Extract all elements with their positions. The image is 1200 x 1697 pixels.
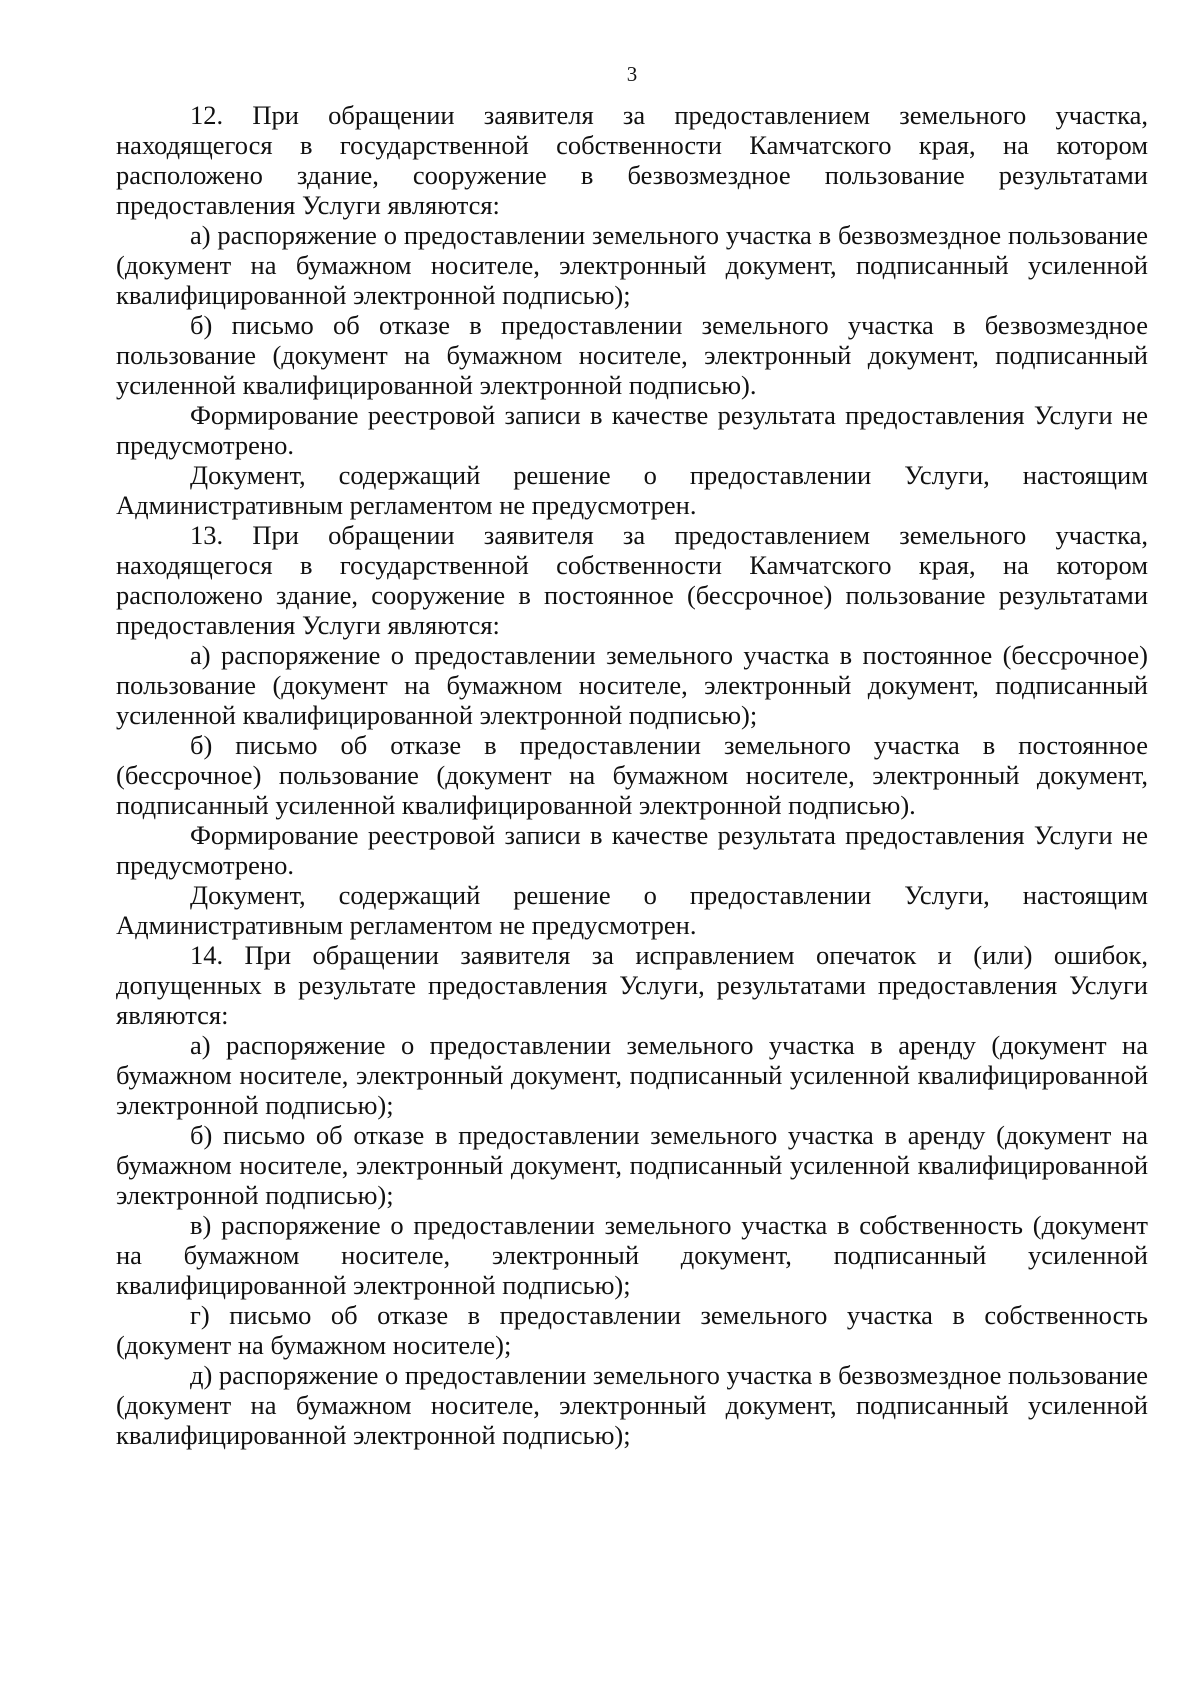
paragraph-14-intro: 14. При обращении заявителя за исправлением опечаток и (или) ошибок, допущенных в результате предоставления Услуги, результатами предоставления Услуги являются: xyxy=(116,940,1148,1030)
paragraph-12-decision-note: Документ, содержащий решение о предоставлении Услуги, настоящим Административным регламентом не предусмотрен. xyxy=(116,460,1148,520)
paragraph-14-b: б) письмо об отказе в предоставлении земельного участка в аренду (документ на бумажном носителе, электронный документ, подписанный усиленной квалифицированной электронной подписью); xyxy=(116,1120,1148,1210)
paragraph-13-b: б) письмо об отказе в предоставлении земельного участка в постоянное (бессрочное) пользование (документ на бумажном носителе, электронный документ, подписанный усиленной квалифицированной электронной подписью). xyxy=(116,730,1148,820)
paragraph-14-g: г) письмо об отказе в предоставлении земельного участка в собственность (документ на бумажном носителе); xyxy=(116,1300,1148,1360)
paragraph-13-registry-note: Формирование реестровой записи в качестве результата предоставления Услуги не предусмотрено. xyxy=(116,820,1148,880)
paragraph-12-a: а) распоряжение о предоставлении земельного участка в безвозмездное пользование (документ на бумажном носителе, электронный документ, подписанный усиленной квалифицированной электронной подписью); xyxy=(116,220,1148,310)
paragraph-14-a: а) распоряжение о предоставлении земельного участка в аренду (документ на бумажном носителе, электронный документ, подписанный усиленной квалифицированной электронной подписью); xyxy=(116,1030,1148,1120)
paragraph-14-d: д) распоряжение о предоставлении земельного участка в безвозмездное пользование (документ на бумажном носителе, электронный документ, подписанный усиленной квалифицированной электронной подписью); xyxy=(116,1360,1149,1450)
paragraph-13-a: а) распоряжение о предоставлении земельного участка в постоянное (бессрочное) пользование (документ на бумажном носителе, электронный документ, подписанный усиленной квалифицированной электронной подписью); xyxy=(116,640,1148,730)
paragraph-13-intro: 13. При обращении заявителя за предоставлением земельного участка, находящегося в государственной собственности Камчатского края, на котором расположено здание, сооружение в постоянное (бессрочное) пользование результатами предоставления Услуги являются: xyxy=(116,520,1148,640)
paragraph-12-intro: 12. При обращении заявителя за предоставлением земельного участка, находящегося в государственной собственности Камчатского края, на котором расположено здание, сооружение в безвозмездное пользование результатами предоставления Услуги являются: xyxy=(116,100,1148,220)
paragraph-14-v: в) распоряжение о предоставлении земельного участка в собственность (документ на бумажном носителе, электронный документ, подписанный усиленной квалифицированной электронной подписью); xyxy=(116,1210,1148,1300)
paragraph-12-b: б) письмо об отказе в предоставлении земельного участка в безвозмездное пользование (документ на бумажном носителе, электронный документ, подписанный усиленной квалифицированной электронной подписью). xyxy=(116,310,1148,400)
paragraph-12-registry-note: Формирование реестровой записи в качестве результата предоставления Услуги не предусмотрено. xyxy=(116,400,1148,460)
document-page xyxy=(116,62,1148,1450)
paragraph-13-decision-note: Документ, содержащий решение о предоставлении Услуги, настоящим Административным регламентом не предусмотрен. xyxy=(116,880,1148,940)
page-number: 3 xyxy=(626,62,638,86)
